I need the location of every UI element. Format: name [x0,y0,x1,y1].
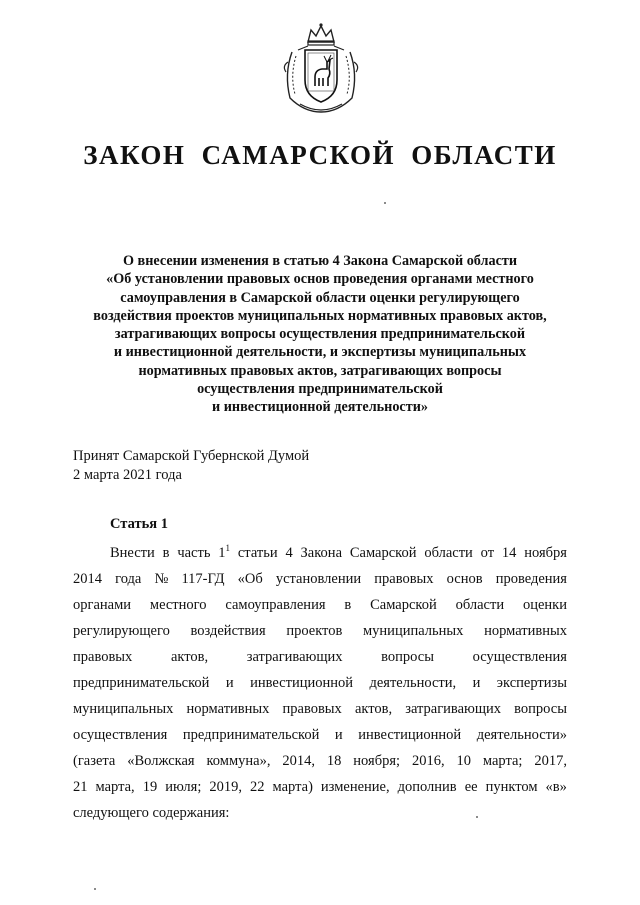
article-word: и [472,675,481,691]
article-word: № [154,571,169,587]
article-word: инвестиционной [250,675,354,691]
adopted-by: Принят Самарской Губернской Думой [73,448,310,464]
article-word: органами [73,597,132,613]
article-word: предпринимательской [73,675,210,691]
article-word: оценки [522,597,567,613]
article-word: и [225,675,234,691]
article-word: коммуна», [206,753,271,769]
article-word: года [115,571,142,587]
article-word: июля; [165,779,202,795]
article-word: регулирующего [73,623,170,639]
article-word: 19 [142,779,158,795]
article-word: правовых [374,571,434,587]
article-line [73,592,567,618]
subject-line: и инвестиционной деятельности» [212,399,428,416]
scan-speck [476,816,478,818]
article-line [73,644,567,670]
article-word: вопросы [381,649,434,665]
article-line [73,722,567,748]
subject-line: затрагивающих вопросы осуществления предпринимательской [114,326,526,343]
article-word: 10 [456,753,471,769]
article-word: осуществления [472,649,567,665]
article-word: муниципальных [363,623,464,639]
article-word: пунктом [485,779,538,795]
subject-line: осуществления предпринимательской [197,381,443,398]
article-word: в [344,597,352,613]
law-subject [60,252,580,417]
article-word: «Об [237,571,263,587]
article-word: муниципальных [73,701,174,717]
article-word: правовых [282,701,342,717]
article-body [73,540,567,826]
document-title: ЗАКОН САМАРСКОЙ ОБЛАСТИ [83,140,557,170]
article-word: местного [149,597,207,613]
article-word: вопросы [514,701,567,717]
article-line [73,774,567,800]
article-word: часть [177,545,211,561]
article-word: затрагивающих [246,649,343,665]
article-word: 21 [73,779,88,795]
subject-line: «Об установлении правовых основ проведения органами местного [106,271,534,288]
article-word: области [424,545,473,561]
subject-line: воздействия проектов муниципальных нормативных правовых актов, [93,307,547,324]
article-word: деятельности» [476,727,567,743]
article-word: Самарской [370,597,437,613]
article-word: $1^1$ [218,543,231,561]
coat-of-arms-icon [278,22,364,114]
article-word: актов, [170,649,209,665]
article-heading: Статья 1 [110,516,168,532]
article-word: экспертизы [496,675,567,691]
article-word: «Волжская [127,753,195,769]
article-word: 2014, [282,753,315,769]
article-word: Закона [300,545,343,561]
article-word: от [480,545,495,561]
article-word: 22 [250,779,265,795]
article-line [73,800,567,826]
article-line [73,540,567,566]
article-line [73,618,567,644]
adoption-info [73,447,309,484]
article-word: марта; [482,753,523,769]
article-word: 18 [326,753,342,769]
scan-speck [94,888,96,890]
article-word: 117-ГД [181,571,225,587]
article-line [73,748,567,774]
article-word: изменение, [320,779,390,795]
article-word: ноября; [353,753,401,769]
article-word: актов, [354,701,393,717]
article-word: области [455,597,505,613]
subject-line: самоуправления в Самарской области оценки регулирующего [120,289,520,306]
article-word: осуществления [73,727,168,743]
adopted-date: 2 марта 2021 года [73,466,182,483]
article-word: статьи [237,545,278,561]
article-word: воздействия [190,623,266,639]
article-word: 4 [285,545,293,561]
article-word: затрагивающих [405,701,502,717]
article-word: инвестиционной [358,727,462,743]
article-word: 2017, [534,753,567,769]
article-word: Самарской [349,545,417,561]
article-word: следующего содержания: [73,805,230,821]
article-word: проектов [286,623,343,639]
article-word: в [162,545,170,561]
article-word: Внести [110,545,155,561]
article-word: самоуправления [225,597,326,613]
subject-line: нормативных правовых актов, затрагивающих вопросы [138,362,502,379]
article-word: 2019, [209,779,243,795]
article-word: 2014 [73,571,102,587]
article-word: 2016, [411,753,445,769]
article-word: марта) [272,779,313,795]
subject-line: и инвестиционной деятельности, и экспертизы муниципальных [113,344,527,361]
article-word: ноября [524,545,567,561]
article-word: нормативных [484,623,567,639]
article-line [73,696,567,722]
article-word: дополнив [397,779,457,795]
article-word: «в» [545,779,567,795]
article-word: правовых [73,649,133,665]
article-word: установлении [275,571,362,587]
superscript-marker: 1 [225,543,231,553]
article-line [73,670,567,696]
scan-speck [384,202,386,204]
article-word: и [334,727,343,743]
subject-line: О внесении изменения в статью 4 Закона Самарской области [122,253,518,269]
article-word: 14 [501,545,517,561]
article-word: основ [446,571,483,587]
article-word: деятельности, [369,675,457,691]
article-word: (газета [73,753,116,769]
article-line [73,566,567,592]
article-word: предпринимательской [182,727,320,743]
article-word: проведения [495,571,567,587]
article-word: нормативных [186,701,270,717]
article-word: марта, [95,779,135,795]
article-word: ее [464,779,478,795]
